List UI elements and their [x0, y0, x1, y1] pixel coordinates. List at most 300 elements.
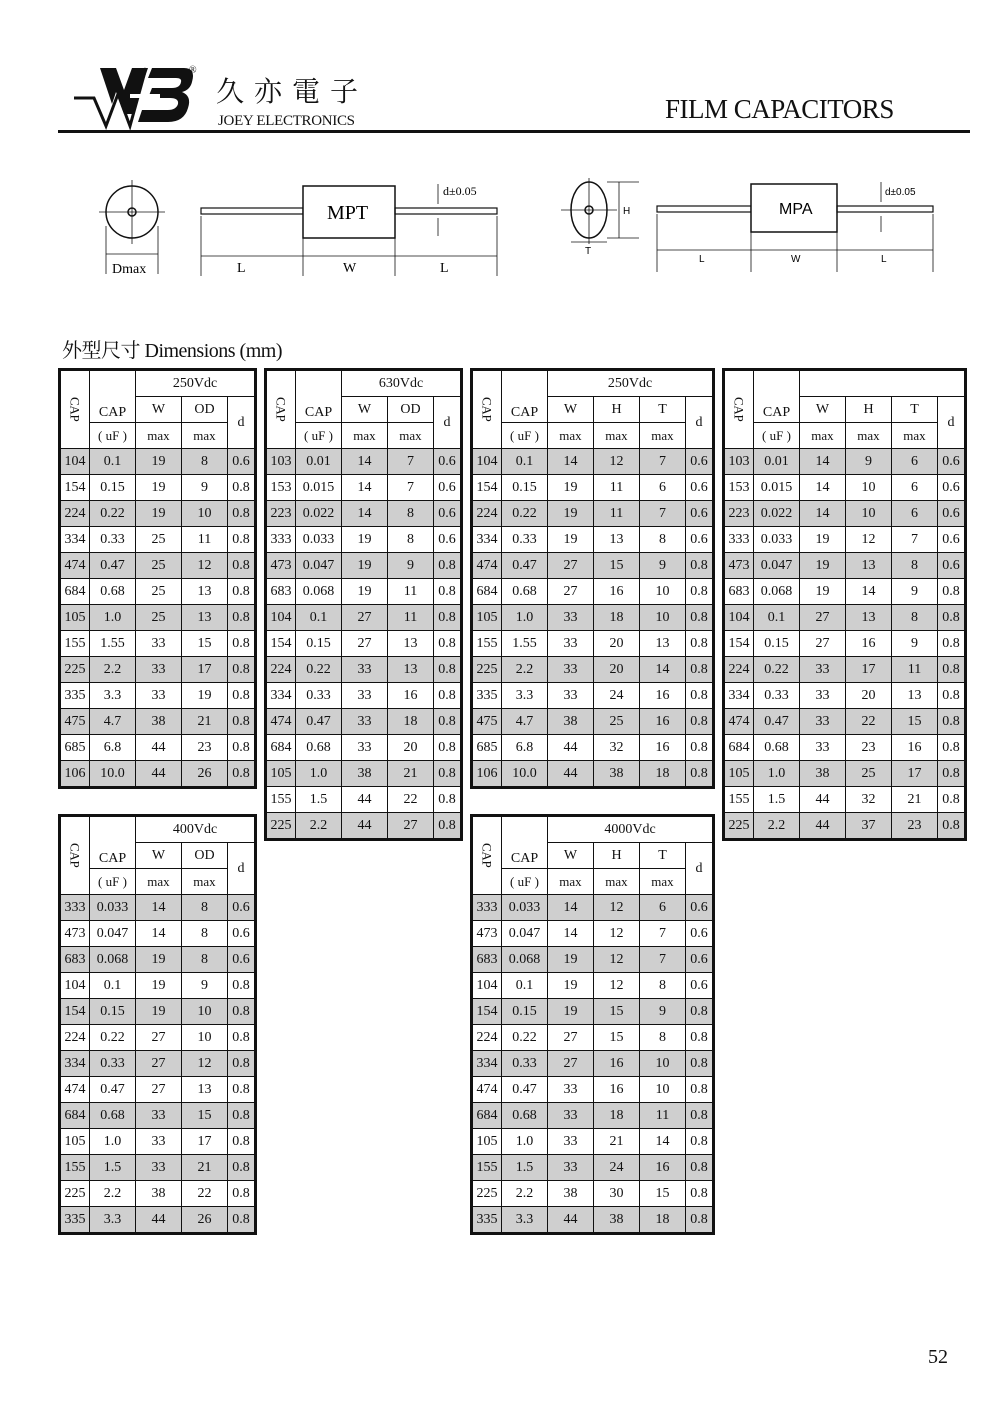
- table-cell: 6: [640, 895, 686, 921]
- table-cell: 0.8: [938, 813, 966, 840]
- cap-unit-header: ( uF ): [296, 423, 342, 449]
- table-row: [266, 631, 462, 657]
- table-cell: 0.8: [434, 657, 462, 683]
- table-cell: 33: [548, 631, 594, 657]
- table-row: [472, 605, 714, 631]
- table-cell: 0.6: [228, 895, 256, 921]
- table-cell: 27: [342, 605, 388, 631]
- cap-code-header: CAP: [266, 370, 296, 449]
- table-cell: 154: [724, 631, 754, 657]
- table-cell: 24: [594, 1155, 640, 1181]
- table-cell: 105: [266, 761, 296, 787]
- table-row: [472, 657, 714, 683]
- cap-code-header: CAP: [472, 816, 502, 895]
- table-cell: 44: [342, 787, 388, 813]
- dimension-table: [58, 368, 257, 789]
- lead-diameter-header: d: [938, 397, 966, 449]
- table-cell: 153: [724, 475, 754, 501]
- mpa-label: MPA: [779, 201, 813, 218]
- table-cell: 0.015: [754, 475, 800, 501]
- table-cell: 104: [60, 973, 90, 999]
- table-cell: 11: [892, 657, 938, 683]
- table-cell: 225: [472, 1181, 502, 1207]
- table-cell: 224: [724, 657, 754, 683]
- table-cell: 155: [266, 787, 296, 813]
- dimension-header: W: [136, 397, 182, 423]
- table-cell: 19: [342, 527, 388, 553]
- lead-diameter-header: d: [686, 397, 714, 449]
- table-cell: 334: [60, 1051, 90, 1077]
- table-row: [472, 895, 714, 921]
- mpa-l2-label: L: [881, 254, 887, 265]
- table-row: [472, 553, 714, 579]
- cap-unit-header: ( uF ): [90, 869, 136, 895]
- table-cell: 0.8: [686, 683, 714, 709]
- table-cell: 333: [724, 527, 754, 553]
- table-cell: 14: [800, 475, 846, 501]
- table-cell: 12: [182, 1051, 228, 1077]
- table-cell: 225: [60, 657, 90, 683]
- table-cell: 11: [594, 501, 640, 527]
- table-cell: 18: [594, 1103, 640, 1129]
- table-cell: 0.8: [938, 683, 966, 709]
- table-cell: 473: [724, 553, 754, 579]
- table-row: [724, 553, 966, 579]
- table-row: [60, 921, 256, 947]
- table-cell: 16: [388, 683, 434, 709]
- table-cell: 3.3: [502, 1207, 548, 1234]
- table-row: [60, 1207, 256, 1234]
- dimension-header: OD: [388, 397, 434, 423]
- table-cell: 473: [472, 921, 502, 947]
- table-cell: 0.6: [434, 501, 462, 527]
- document-title: FILM CAPACITORS: [665, 94, 894, 124]
- table-row: [60, 579, 256, 605]
- table-row: [724, 579, 966, 605]
- table-cell: 0.8: [434, 605, 462, 631]
- table-cell: 8: [640, 1025, 686, 1051]
- table-cell: 0.47: [296, 709, 342, 735]
- voltage-header: 630Vdc: [342, 370, 462, 397]
- table-cell: 33: [342, 657, 388, 683]
- table-cell: 0.8: [686, 1077, 714, 1103]
- table-cell: 14: [548, 895, 594, 921]
- table-cell: 0.1: [90, 449, 136, 475]
- table-cell: 6: [892, 449, 938, 475]
- table-cell: 104: [724, 605, 754, 631]
- cap-code-header: CAP: [60, 370, 90, 449]
- table-cell: 20: [846, 683, 892, 709]
- table-cell: 17: [182, 1129, 228, 1155]
- mpt-w-label: W: [343, 261, 357, 276]
- table-cell: 8: [892, 553, 938, 579]
- table-cell: 6.8: [90, 735, 136, 761]
- table-cell: 25: [136, 527, 182, 553]
- table-cell: 154: [60, 999, 90, 1025]
- table-cell: 33: [136, 1103, 182, 1129]
- table-cell: 0.01: [754, 449, 800, 475]
- table-cell: 683: [60, 947, 90, 973]
- table-row: [724, 475, 966, 501]
- table-cell: 6: [892, 475, 938, 501]
- table-cell: 474: [472, 553, 502, 579]
- table-cell: 104: [472, 973, 502, 999]
- table-row: [266, 683, 462, 709]
- max-header: max: [846, 423, 892, 449]
- table-cell: 0.8: [228, 1207, 256, 1234]
- table-cell: 0.8: [686, 1207, 714, 1234]
- table-cell: 9: [892, 631, 938, 657]
- table-cell: 33: [136, 1155, 182, 1181]
- table-cell: 12: [182, 553, 228, 579]
- table-cell: 20: [594, 631, 640, 657]
- table-cell: 223: [266, 501, 296, 527]
- table-cell: 44: [136, 761, 182, 788]
- table-row: [472, 1129, 714, 1155]
- table-cell: 0.8: [228, 579, 256, 605]
- table-cell: 0.8: [938, 787, 966, 813]
- table-cell: 0.8: [938, 631, 966, 657]
- table-cell: 105: [472, 1129, 502, 1155]
- table-cell: 0.8: [686, 761, 714, 788]
- cap-unit-header: ( uF ): [90, 423, 136, 449]
- table-cell: 33: [548, 1155, 594, 1181]
- table-cell: 2.2: [502, 657, 548, 683]
- table-cell: 10.0: [502, 761, 548, 788]
- table-cell: 22: [182, 1181, 228, 1207]
- table-row: [266, 553, 462, 579]
- table-cell: 0.047: [296, 553, 342, 579]
- table-cell: 0.8: [228, 735, 256, 761]
- table-cell: 153: [266, 475, 296, 501]
- mpt-label: MPT: [327, 202, 369, 224]
- table-row: [60, 553, 256, 579]
- table-row: [472, 475, 714, 501]
- table-cell: 10: [846, 501, 892, 527]
- table-cell: 0.1: [296, 605, 342, 631]
- table-cell: 0.8: [228, 1129, 256, 1155]
- table-row: [60, 1129, 256, 1155]
- table-cell: 19: [548, 501, 594, 527]
- table-cell: 154: [60, 475, 90, 501]
- table-cell: 27: [800, 631, 846, 657]
- max-header: max: [342, 423, 388, 449]
- table-cell: 0.33: [90, 527, 136, 553]
- table-cell: 10: [640, 579, 686, 605]
- max-header: max: [892, 423, 938, 449]
- table-cell: 33: [800, 735, 846, 761]
- table-cell: 683: [472, 947, 502, 973]
- table-cell: 0.033: [296, 527, 342, 553]
- page-number: 52: [928, 1346, 948, 1368]
- table-cell: 14: [342, 449, 388, 475]
- table-cell: 0.8: [434, 735, 462, 761]
- table-cell: 21: [594, 1129, 640, 1155]
- table-cell: 27: [548, 579, 594, 605]
- table-cell: 38: [136, 709, 182, 735]
- table-cell: 12: [594, 947, 640, 973]
- dimension-header: W: [548, 843, 594, 869]
- table-cell: 18: [640, 761, 686, 788]
- table-cell: 9: [388, 553, 434, 579]
- mpt-dmax-label: Dmax: [112, 262, 147, 277]
- table-cell: 38: [800, 761, 846, 787]
- table-row: [60, 761, 256, 788]
- table-cell: 0.47: [502, 553, 548, 579]
- table-cell: 13: [182, 605, 228, 631]
- table-row: [60, 449, 256, 475]
- table-cell: 473: [60, 921, 90, 947]
- table-cell: 44: [136, 1207, 182, 1234]
- table-cell: 1.0: [90, 605, 136, 631]
- table-cell: 0.47: [90, 553, 136, 579]
- table-cell: 155: [60, 1155, 90, 1181]
- table-row: [472, 449, 714, 475]
- table-cell: 0.47: [90, 1077, 136, 1103]
- table-cell: 0.33: [90, 1051, 136, 1077]
- table-cell: 14: [846, 579, 892, 605]
- table-cell: 21: [182, 709, 228, 735]
- table-cell: 224: [60, 501, 90, 527]
- table-cell: 16: [594, 1051, 640, 1077]
- table-cell: 30: [594, 1181, 640, 1207]
- table-cell: 4.7: [502, 709, 548, 735]
- table-cell: 14: [342, 501, 388, 527]
- table-cell: 685: [472, 735, 502, 761]
- table-cell: 33: [548, 683, 594, 709]
- table-cell: 8: [182, 947, 228, 973]
- table-cell: 14: [548, 449, 594, 475]
- table-cell: 0.8: [686, 1155, 714, 1181]
- table-cell: 0.8: [228, 553, 256, 579]
- table-row: [724, 709, 966, 735]
- table-row: [724, 761, 966, 787]
- table-cell: 0.22: [502, 501, 548, 527]
- table-cell: 684: [60, 1103, 90, 1129]
- voltage-header: 400Vdc: [136, 816, 256, 843]
- table-cell: 8: [640, 973, 686, 999]
- table-cell: 1.5: [90, 1155, 136, 1181]
- table-cell: 23: [892, 813, 938, 840]
- table-cell: 12: [594, 449, 640, 475]
- table-cell: 33: [136, 1129, 182, 1155]
- header-rule: [58, 130, 970, 133]
- table-cell: 0.6: [434, 527, 462, 553]
- table-cell: 0.15: [502, 475, 548, 501]
- table-cell: 6: [640, 475, 686, 501]
- table-cell: 0.6: [938, 449, 966, 475]
- table-cell: 26: [182, 761, 228, 788]
- table-cell: 0.033: [502, 895, 548, 921]
- table-cell: 7: [640, 947, 686, 973]
- table-row: [724, 735, 966, 761]
- table-cell: 33: [548, 657, 594, 683]
- table-cell: 0.8: [686, 1103, 714, 1129]
- table-cell: 8: [640, 527, 686, 553]
- table-cell: 0.6: [434, 475, 462, 501]
- table-row: [472, 921, 714, 947]
- table-cell: 27: [548, 1051, 594, 1077]
- table-cell: 1.5: [754, 787, 800, 813]
- table-cell: 103: [724, 449, 754, 475]
- table-cell: 25: [594, 709, 640, 735]
- table-cell: 154: [472, 999, 502, 1025]
- table-cell: 0.068: [502, 947, 548, 973]
- table-cell: 0.8: [228, 1077, 256, 1103]
- table-cell: 44: [548, 735, 594, 761]
- table-cell: 0.22: [754, 657, 800, 683]
- table-cell: 474: [724, 709, 754, 735]
- dimension-table: [470, 368, 715, 789]
- table-cell: 0.6: [686, 475, 714, 501]
- table-cell: 11: [388, 605, 434, 631]
- table-cell: 154: [472, 475, 502, 501]
- table-cell: 10: [182, 501, 228, 527]
- table-cell: 32: [594, 735, 640, 761]
- table-row: [60, 973, 256, 999]
- table-cell: 38: [548, 1181, 594, 1207]
- table-cell: 473: [266, 553, 296, 579]
- table-cell: 19: [800, 553, 846, 579]
- table-cell: 155: [60, 631, 90, 657]
- table-cell: 0.6: [434, 449, 462, 475]
- table-cell: 684: [60, 579, 90, 605]
- table-cell: 19: [548, 973, 594, 999]
- table-cell: 225: [266, 813, 296, 840]
- table-cell: 16: [846, 631, 892, 657]
- table-cell: 14: [342, 475, 388, 501]
- table-row: [60, 527, 256, 553]
- table-row: [472, 1103, 714, 1129]
- table-cell: 33: [800, 657, 846, 683]
- table-cell: 0.33: [296, 683, 342, 709]
- table-row: [60, 999, 256, 1025]
- table-cell: 27: [548, 553, 594, 579]
- lead-diameter-header: d: [228, 397, 256, 449]
- max-header: max: [388, 423, 434, 449]
- table-cell: 1.5: [502, 1155, 548, 1181]
- table-cell: 19: [548, 527, 594, 553]
- table-cell: 0.8: [938, 761, 966, 787]
- table-cell: 0.8: [686, 605, 714, 631]
- dimension-table: [722, 368, 967, 841]
- table-cell: 335: [472, 1207, 502, 1234]
- table-cell: 16: [640, 709, 686, 735]
- table-cell: 0.6: [228, 921, 256, 947]
- table-cell: 9: [182, 475, 228, 501]
- voltage-header: 250Vdc: [548, 370, 714, 397]
- table-cell: 19: [342, 553, 388, 579]
- table-cell: 15: [182, 631, 228, 657]
- table-cell: 0.68: [502, 1103, 548, 1129]
- table-cell: 20: [594, 657, 640, 683]
- table-row: [60, 605, 256, 631]
- table-cell: 685: [60, 735, 90, 761]
- table-cell: 27: [548, 1025, 594, 1051]
- table-row: [724, 813, 966, 840]
- table-cell: 21: [892, 787, 938, 813]
- table-cell: 15: [594, 553, 640, 579]
- table-cell: 0.8: [938, 709, 966, 735]
- table-cell: 0.8: [228, 999, 256, 1025]
- mpa-diagram: [555, 176, 945, 276]
- table-cell: 23: [182, 735, 228, 761]
- table-cell: 2.2: [754, 813, 800, 840]
- table-cell: 0.8: [434, 631, 462, 657]
- table-row: [60, 657, 256, 683]
- table-row: [472, 1051, 714, 1077]
- cap-header: CAP: [754, 370, 800, 423]
- table-cell: 9: [892, 579, 938, 605]
- table-cell: 105: [724, 761, 754, 787]
- table-cell: 16: [594, 1077, 640, 1103]
- table-cell: 683: [724, 579, 754, 605]
- max-header: max: [640, 423, 686, 449]
- table-cell: 16: [640, 683, 686, 709]
- max-header: max: [800, 423, 846, 449]
- table-row: [60, 1155, 256, 1181]
- table-cell: 16: [594, 579, 640, 605]
- table-row: [472, 631, 714, 657]
- table-cell: 0.8: [938, 735, 966, 761]
- table-cell: 11: [182, 527, 228, 553]
- table-cell: 0.8: [434, 579, 462, 605]
- table-cell: 14: [640, 1129, 686, 1155]
- table-cell: 8: [182, 449, 228, 475]
- table-cell: 333: [60, 895, 90, 921]
- table-cell: 44: [548, 1207, 594, 1234]
- table-row: [472, 1077, 714, 1103]
- table-cell: 15: [640, 1181, 686, 1207]
- table-cell: 0.8: [228, 709, 256, 735]
- table-cell: 0.8: [228, 657, 256, 683]
- table-cell: 474: [60, 1077, 90, 1103]
- max-header: max: [548, 869, 594, 895]
- table-cell: 32: [846, 787, 892, 813]
- table-cell: 20: [388, 735, 434, 761]
- cap-code-header: CAP: [724, 370, 754, 449]
- table-cell: 0.8: [686, 657, 714, 683]
- table-cell: 0.8: [434, 709, 462, 735]
- table-cell: 0.1: [754, 605, 800, 631]
- table-cell: 7: [892, 527, 938, 553]
- table-cell: 13: [388, 631, 434, 657]
- table-cell: 9: [182, 973, 228, 999]
- table-cell: 27: [342, 631, 388, 657]
- table-cell: 19: [800, 527, 846, 553]
- table-cell: 17: [892, 761, 938, 787]
- mpa-d-label: d±0.05: [885, 187, 916, 198]
- table-cell: 334: [472, 1051, 502, 1077]
- table-row: [60, 895, 256, 921]
- table-cell: 3.3: [90, 1207, 136, 1234]
- table-row: [60, 709, 256, 735]
- table-cell: 33: [342, 709, 388, 735]
- table-cell: 0.8: [228, 605, 256, 631]
- cap-header: CAP: [502, 370, 548, 423]
- table-cell: 33: [342, 683, 388, 709]
- cap-code-header: CAP: [472, 370, 502, 449]
- table-cell: 0.15: [90, 999, 136, 1025]
- table-cell: 33: [800, 683, 846, 709]
- table-cell: 0.6: [686, 527, 714, 553]
- table-cell: 14: [640, 657, 686, 683]
- table-cell: 0.8: [938, 605, 966, 631]
- table-cell: 33: [136, 631, 182, 657]
- table-cell: 27: [136, 1077, 182, 1103]
- dimension-header: W: [342, 397, 388, 423]
- table-cell: 0.68: [90, 579, 136, 605]
